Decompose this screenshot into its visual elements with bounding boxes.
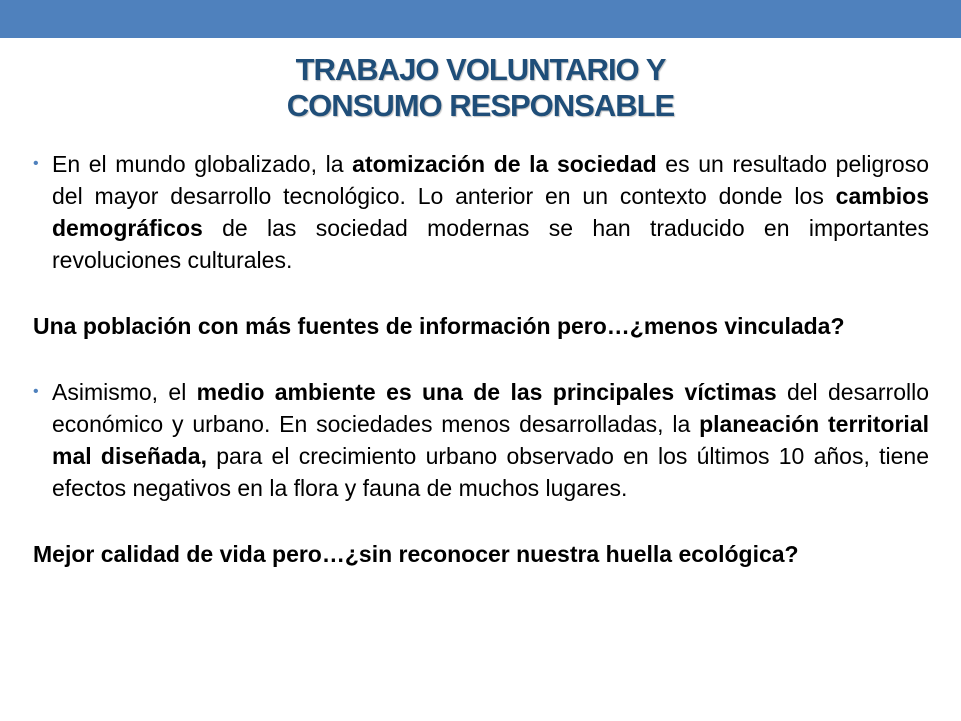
- bullet2-text-1: Asimismo, el: [52, 379, 197, 405]
- bullet1-text-1: En el mundo globalizado, la: [52, 151, 353, 177]
- title-line-1: TRABAJO VOLUNTARIO Y: [295, 52, 666, 87]
- bullet1-text-2: es un resultado peligroso del mayor desarrollo tecnológico. Lo anterior en un contexto donde los: [52, 151, 929, 209]
- bullet-icon: •: [33, 383, 39, 400]
- bullet1-bold-2: cambios demográficos: [52, 183, 929, 241]
- bullet2-bold-2: planeación territorial mal diseñada,: [52, 411, 929, 469]
- bullet2-text-2: del desarrollo económico y urbano. En sociedades menos desarrolladas, la: [52, 379, 929, 437]
- question-2: Mejor calidad de vida pero…¿sin reconocer nuestra huella ecológica?: [33, 541, 799, 567]
- question-1: Una población con más fuentes de información pero…¿menos vinculada?: [33, 313, 845, 339]
- slide-title: [0, 52, 961, 124]
- bullet-paragraph-1: [33, 148, 929, 276]
- slide-body: [33, 148, 929, 570]
- bullet2-bold-1: medio ambiente es una de las principales víctimas: [196, 379, 777, 405]
- bullet1-bold-1: atomización de la sociedad: [352, 151, 657, 177]
- top-accent-bar: [0, 0, 961, 38]
- bullet-icon: •: [33, 155, 39, 172]
- bullet1-text-3: de las sociedad modernas se han traducido en importantes revoluciones culturales.: [52, 215, 929, 273]
- title-line-2: CONSUMO RESPONSABLE: [286, 88, 675, 123]
- bullet2-text-3: para el crecimiento urbano observado en los últimos 10 años, tiene efectos negativos en la flora y fauna de muchos lugares.: [52, 443, 930, 501]
- bullet-paragraph-2: [33, 376, 929, 504]
